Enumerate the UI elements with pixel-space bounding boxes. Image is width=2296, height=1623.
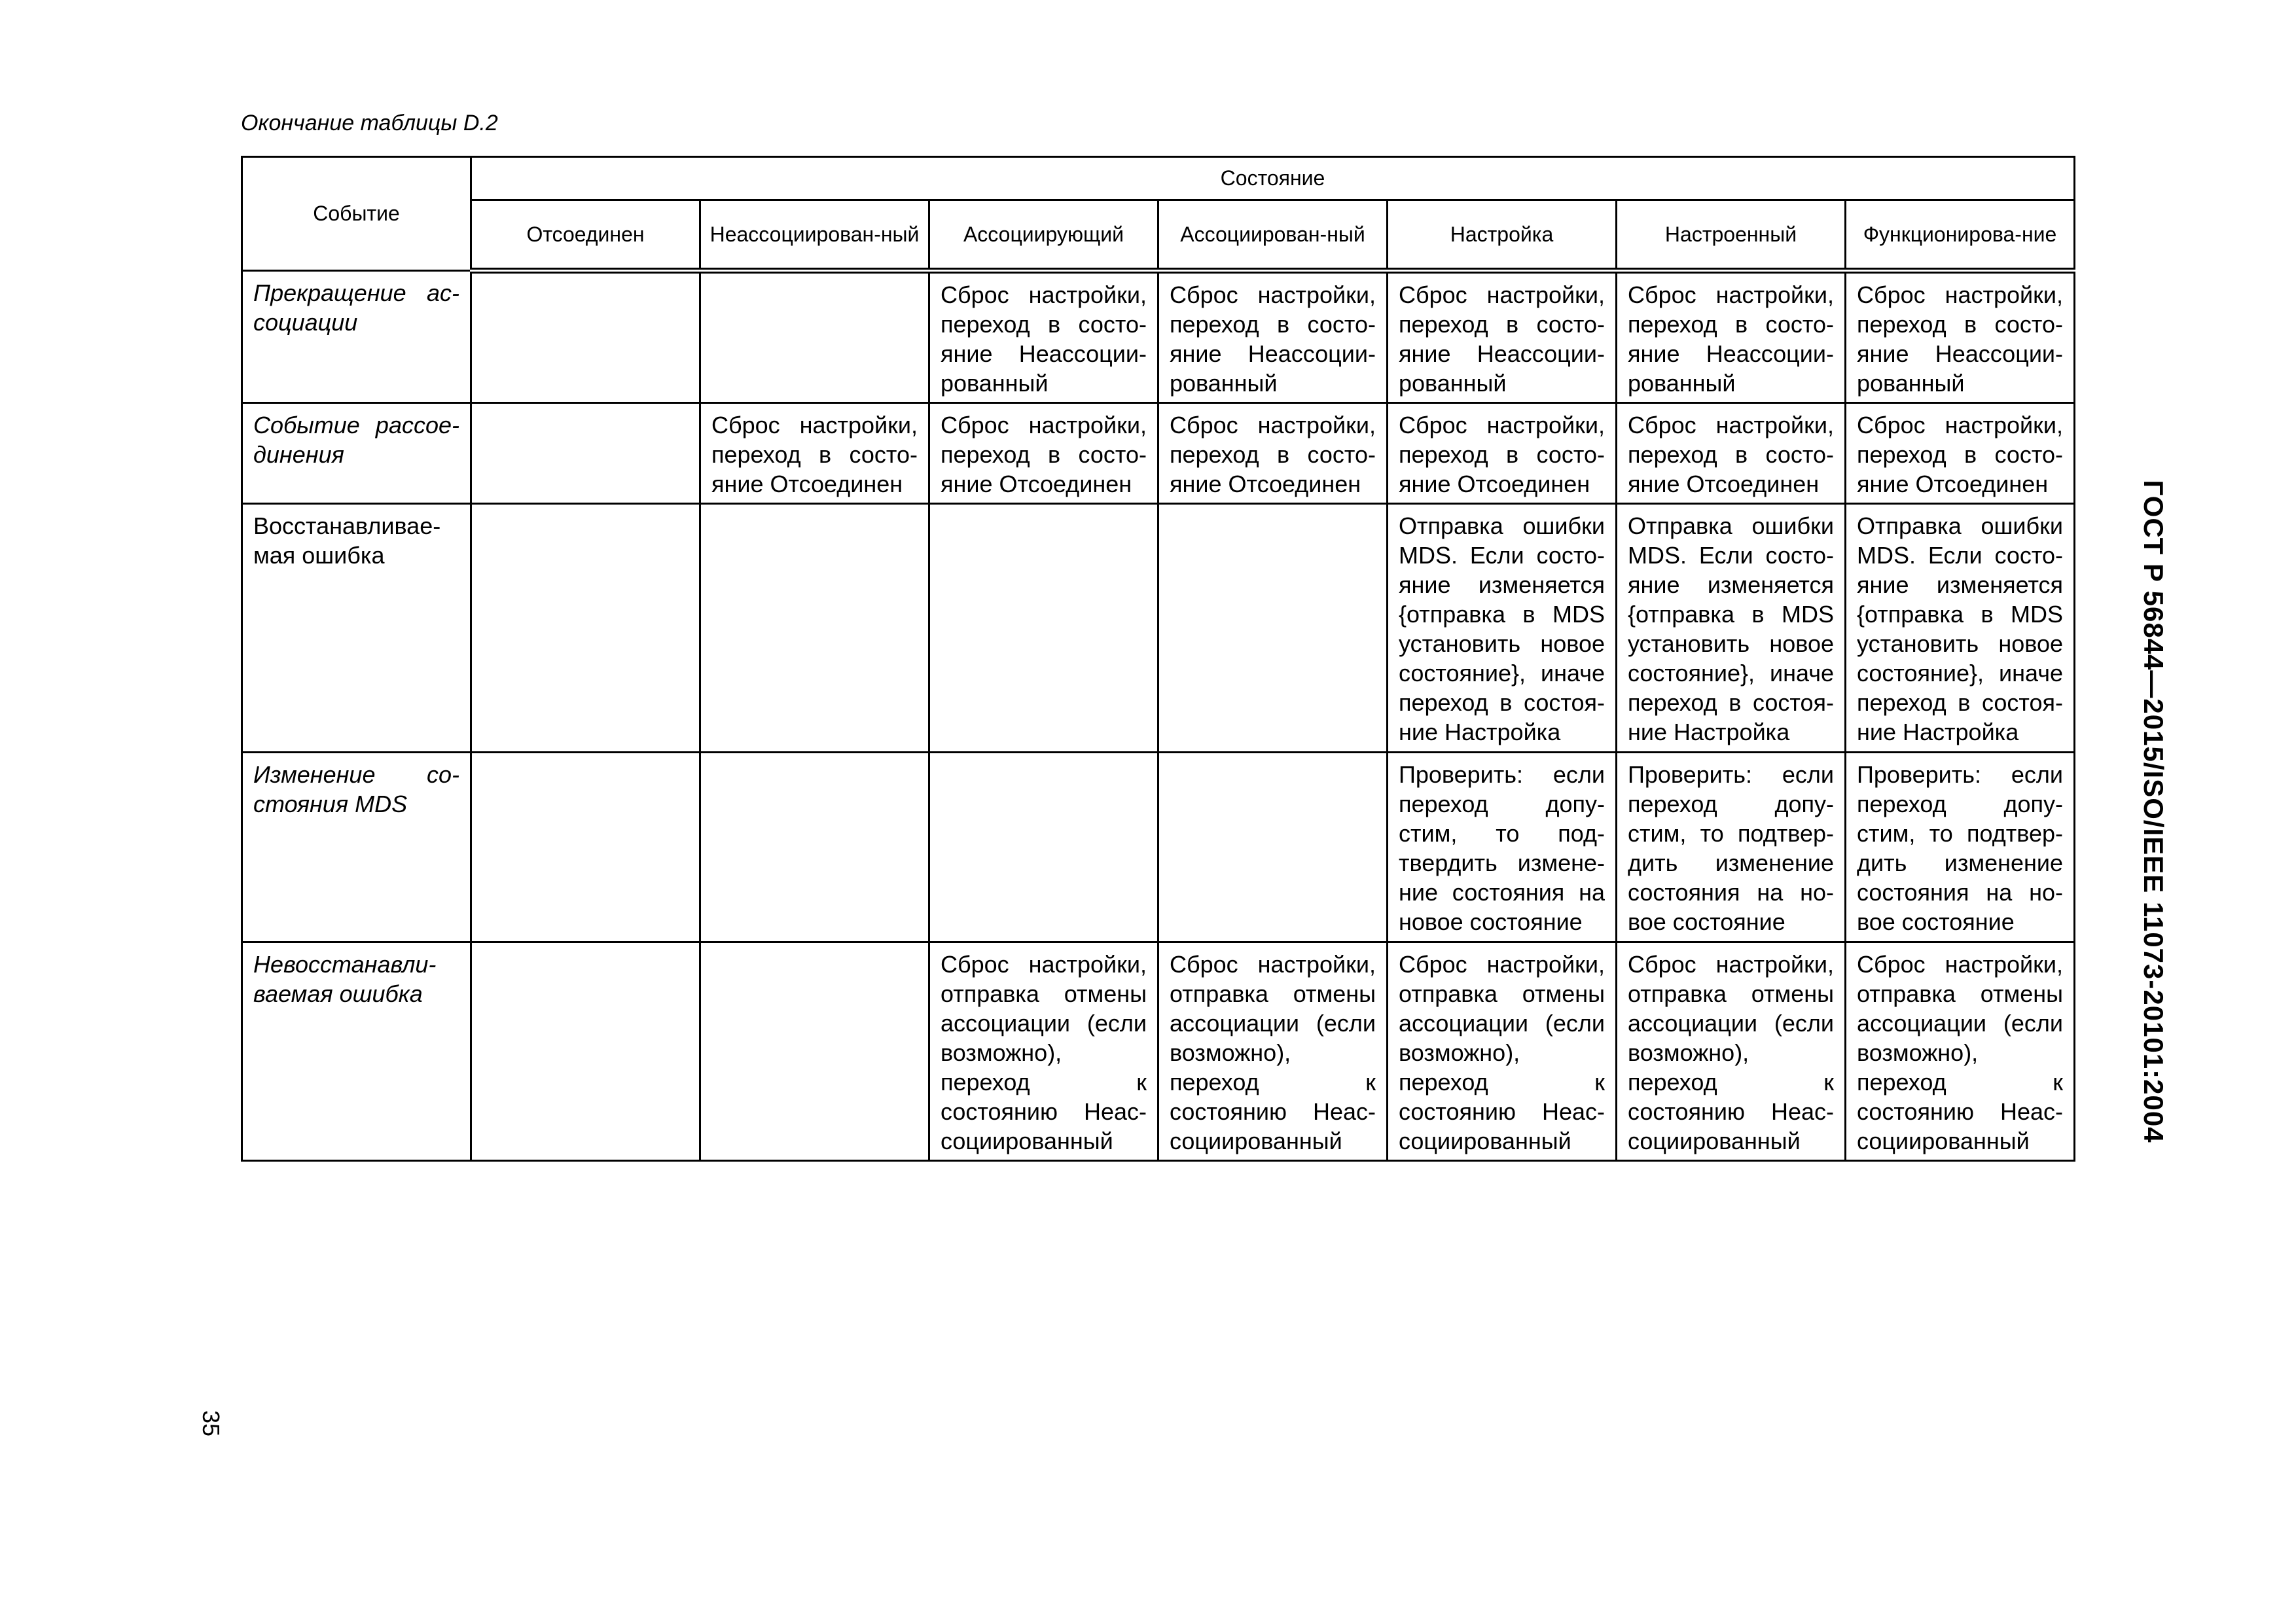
table-cell: Сброс настройки, переход в состо-яние Неассоции-рованный xyxy=(1158,271,1388,403)
table-cell: Отправка ошибки MDS. Если состо-яние изменяется {отправка в MDS установить новое состояние}, иначе переход в состоя-ние Настройка xyxy=(1846,504,2075,753)
table-cell: Сброс настройки, переход в состо-яние Неассоции-рованный xyxy=(1617,271,1846,403)
table-cell xyxy=(471,942,700,1161)
event-cell: Прекращение ас-социации xyxy=(242,271,471,403)
column-header-disconnected: Отсоединен xyxy=(471,200,700,271)
column-header-unassociated: Неассоциирован-ный xyxy=(700,200,929,271)
table-row xyxy=(242,753,2075,942)
column-header-associating: Ассоциирующий xyxy=(929,200,1158,271)
table-cell: Сброс настройки, отправка отмены ассоциации (если возможно), переход к состоянию Неас-социированный xyxy=(1617,942,1846,1161)
table-cell xyxy=(700,942,929,1161)
table-cell xyxy=(1158,753,1388,942)
page-number-text: 35 xyxy=(198,1410,224,1437)
table-cell: Сброс настройки, отправка отмены ассоциации (если возможно), переход к состоянию Неас-социированный xyxy=(929,942,1158,1161)
table-cell: Сброс настройки, переход в состо-яние Отсоединен xyxy=(1846,403,2075,504)
table-cell xyxy=(929,504,1158,753)
table-cell: Сброс настройки, переход в состо-яние Отсоединен xyxy=(1617,403,1846,504)
table-cell: Проверить: если переход допу-стим, то подтвер-дить изменение состояния на но-вое состояние xyxy=(1617,753,1846,942)
document-standard-id-text: ГОСТ Р 56844—2015/ISO/IEEE 11073-20101:2004 xyxy=(2138,480,2169,1143)
table-row xyxy=(242,942,2075,1161)
column-header-associated: Ассоциирован-ный xyxy=(1158,200,1388,271)
table-cell: Сброс настройки, переход в состо-яние Отсоединен xyxy=(700,403,929,504)
table-cell: Сброс настройки, переход в состо-яние Неассоции-рованный xyxy=(929,271,1158,403)
table-cell xyxy=(929,753,1158,942)
table-cell xyxy=(700,271,929,403)
event-column-header: Событие xyxy=(242,157,471,271)
table-cell: Проверить: если переход допу-стим, то подтвер-дить изменение состояния на но-вое состояние xyxy=(1846,753,2075,942)
event-cell: Невосстанавли-ваемая ошибка xyxy=(242,942,471,1161)
state-transition-table xyxy=(241,156,2075,1162)
table-cell xyxy=(471,271,700,403)
table-cell: Сброс настройки, переход в состо-яние Неассоции-рованный xyxy=(1846,271,2075,403)
table-cell: Отправка ошибки MDS. Если состо-яние изменяется {отправка в MDS установить новое состояние}, иначе переход в состоя-ние Настройка xyxy=(1617,504,1846,753)
event-cell: Изменение со-стояния MDS xyxy=(242,753,471,942)
table-cell xyxy=(1158,504,1388,753)
column-header-configuring: Настройка xyxy=(1388,200,1617,271)
table-cell xyxy=(700,753,929,942)
column-header-configured: Настроенный xyxy=(1617,200,1846,271)
table-cell: Сброс настройки, переход в состо-яние Неассоции-рованный xyxy=(1388,271,1617,403)
event-cell: Восстанавливае-мая ошибка xyxy=(242,504,471,753)
table-cell xyxy=(471,504,700,753)
table-caption: Окончание таблицы D.2 xyxy=(241,111,498,135)
table-cell: Сброс настройки, переход в состо-яние Отсоединен xyxy=(1158,403,1388,504)
table-cell xyxy=(471,753,700,942)
table-cell: Сброс настройки, переход в состо-яние Отсоединен xyxy=(1388,403,1617,504)
table-cell xyxy=(700,504,929,753)
table-row xyxy=(242,271,2075,403)
state-group-header: Состояние xyxy=(471,157,2075,200)
table-cell: Сброс настройки, переход в состо-яние Отсоединен xyxy=(929,403,1158,504)
table-cell: Отправка ошибки MDS. Если состо-яние изменяется {отправка в MDS установить новое состояние}, иначе переход в состоя-ние Настройка xyxy=(1388,504,1617,753)
table-cell: Проверить: если переход допу-стим, то под-твердить измене-ние состояния на новое состояние xyxy=(1388,753,1617,942)
table-cell: Сброс настройки, отправка отмены ассоциации (если возможно), переход к состоянию Неас-социированный xyxy=(1158,942,1388,1161)
table-cell: Сброс настройки, отправка отмены ассоциации (если возможно), переход к состоянию Неас-социированный xyxy=(1388,942,1617,1161)
table-cell xyxy=(471,403,700,504)
event-cell: Событие рассое-динения xyxy=(242,403,471,504)
table-row xyxy=(242,403,2075,504)
table-row xyxy=(242,504,2075,753)
table-cell: Сброс настройки, отправка отмены ассоциации (если возможно), переход к состоянию Неас-социированный xyxy=(1846,942,2075,1161)
column-header-operating: Функционирова-ние xyxy=(1846,200,2075,271)
